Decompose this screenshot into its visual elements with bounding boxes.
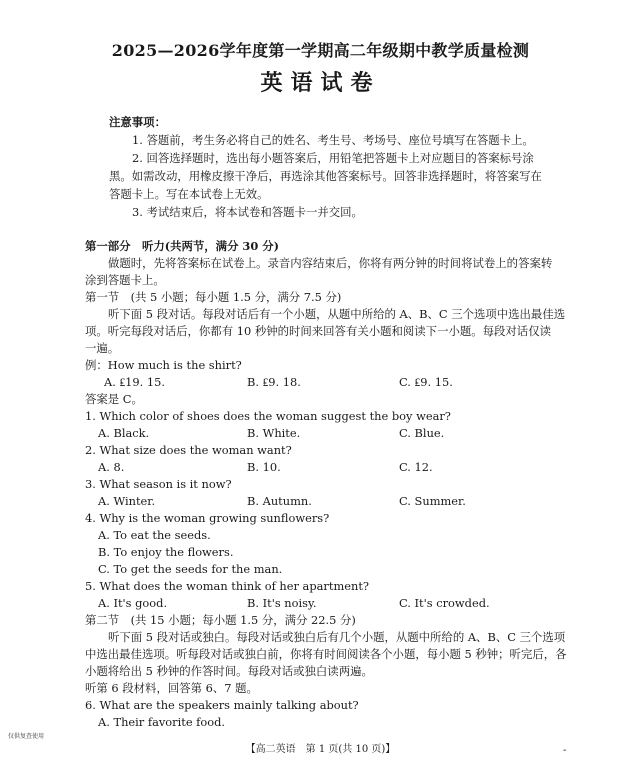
section1-instr-1: 听下面 5 段对话。每段对话后有一个小题，从题中所给的 A、B、C 三个选项中选出最佳选 — [108, 307, 566, 321]
notice-line-2: 2. 回答选择题时，选出每小题答案后，用铅笔把答题卡上对应题目的答案标号涂 — [132, 151, 534, 165]
section1-instr-3: 一遍。 — [85, 341, 120, 355]
question-5: 5. What does the woman think of her apartment? — [85, 579, 370, 593]
question-1: 1. Which color of shoes does the woman suggest the boy wear? — [85, 409, 451, 423]
notice-line-4: 答题卡上。写在本试卷上无效。 — [109, 187, 269, 201]
part1-heading: 第一部分 听力(共两节，满分 30 分) — [85, 239, 280, 253]
q3-option-c: C. Summer. — [399, 494, 466, 508]
example-option-b: B. ₤9. 18. — [247, 375, 301, 389]
notice-line-5: 3. 考试结束后，将本试卷和答题卡一并交回。 — [132, 205, 363, 219]
q2-option-a: A. 8. — [98, 460, 125, 474]
question-3: 3. What season is it now? — [85, 477, 232, 491]
footer-left-note: 仅供复查使用 — [8, 733, 45, 740]
q6-option-a: A. Their favorite food. — [98, 715, 226, 729]
q4-option-b: B. To enjoy the flowers. — [98, 545, 234, 559]
q4-option-a: A. To eat the seeds. — [98, 528, 211, 542]
part1-intro-2: 涂到答题卡上。 — [85, 273, 165, 287]
section2-heading: 第二节 (共 15 小题；每小题 1.5 分，满分 22.5 分) — [85, 613, 356, 627]
notice-line-3: 黑。如需改动，用橡皮擦干净后，再选涂其他答案标号。回答非选择题时，将答案写在 — [109, 169, 542, 183]
subject-title: 英语试卷 — [260, 70, 381, 96]
question-2: 2. What size does the woman want? — [85, 443, 292, 457]
q3-option-b: B. Autumn. — [247, 494, 312, 508]
q1-option-a: A. Black. — [98, 426, 150, 440]
q5-option-c: C. It's crowded. — [399, 596, 490, 610]
material-note: 听第 6 段材料，回答第 6、7 题。 — [85, 681, 258, 695]
example-option-a: A. ₤19. 15. — [104, 375, 166, 389]
section2-instr-2: 中选出最佳选项。听每段对话或独白前，你将有时间阅读各个小题，每小题 5 秒钟；听完后，各 — [85, 647, 567, 661]
exam-title: 2025—2026学年度第一学期高二年级期中教学质量检测 — [111, 41, 530, 60]
section2-instr-1: 听下面 5 段对话或独白。每段对话或独白后有几个小题，从题中所给的 A、B、C 三个选项 — [108, 630, 566, 644]
q5-option-a: A. It's good. — [98, 596, 168, 610]
section2-instr-3: 小题将给出 5 秒钟的作答时间。每段对话或独白读两遍。 — [85, 664, 373, 678]
q4-option-c: C. To get the seeds for the man. — [98, 562, 283, 576]
q2-option-c: C. 12. — [399, 460, 433, 474]
page-footer: 【高二英语 第 1 页(共 10 页)】 — [245, 744, 396, 755]
section1-instr-2: 项。听完每段对话后，你都有 10 秒钟的时间来回答有关小题和阅读下一小题。每段对话仅读 — [85, 324, 551, 338]
q1-option-c: C. Blue. — [399, 426, 445, 440]
footer-mark: - — [563, 745, 567, 756]
example-answer: 答案是 C。 — [85, 392, 143, 406]
notice-line-1: 1. 答题前，考生务必将自己的姓名、考生号、考场号、座位号填写在答题卡上。 — [132, 133, 534, 147]
section1-heading: 第一节 (共 5 小题；每小题 1.5 分，满分 7.5 分) — [85, 290, 342, 304]
q3-option-a: A. Winter. — [98, 494, 156, 508]
q1-option-b: B. White. — [247, 426, 301, 440]
q2-option-b: B. 10. — [247, 460, 281, 474]
question-6: 6. What are the speakers mainly talking about? — [85, 698, 359, 712]
notice-heading: 注意事项： — [109, 115, 166, 129]
part1-intro-1: 做题时，先将答案标在试卷上。录音内容结束后，你将有两分钟的时间将试卷上的答案转 — [108, 256, 553, 270]
q5-option-b: B. It's noisy. — [247, 596, 317, 610]
question-4: 4. Why is the woman growing sunflowers? — [85, 511, 330, 525]
example-question: 例：How much is the shirt? — [85, 358, 242, 372]
example-option-c: C. ₤9. 15. — [399, 375, 453, 389]
